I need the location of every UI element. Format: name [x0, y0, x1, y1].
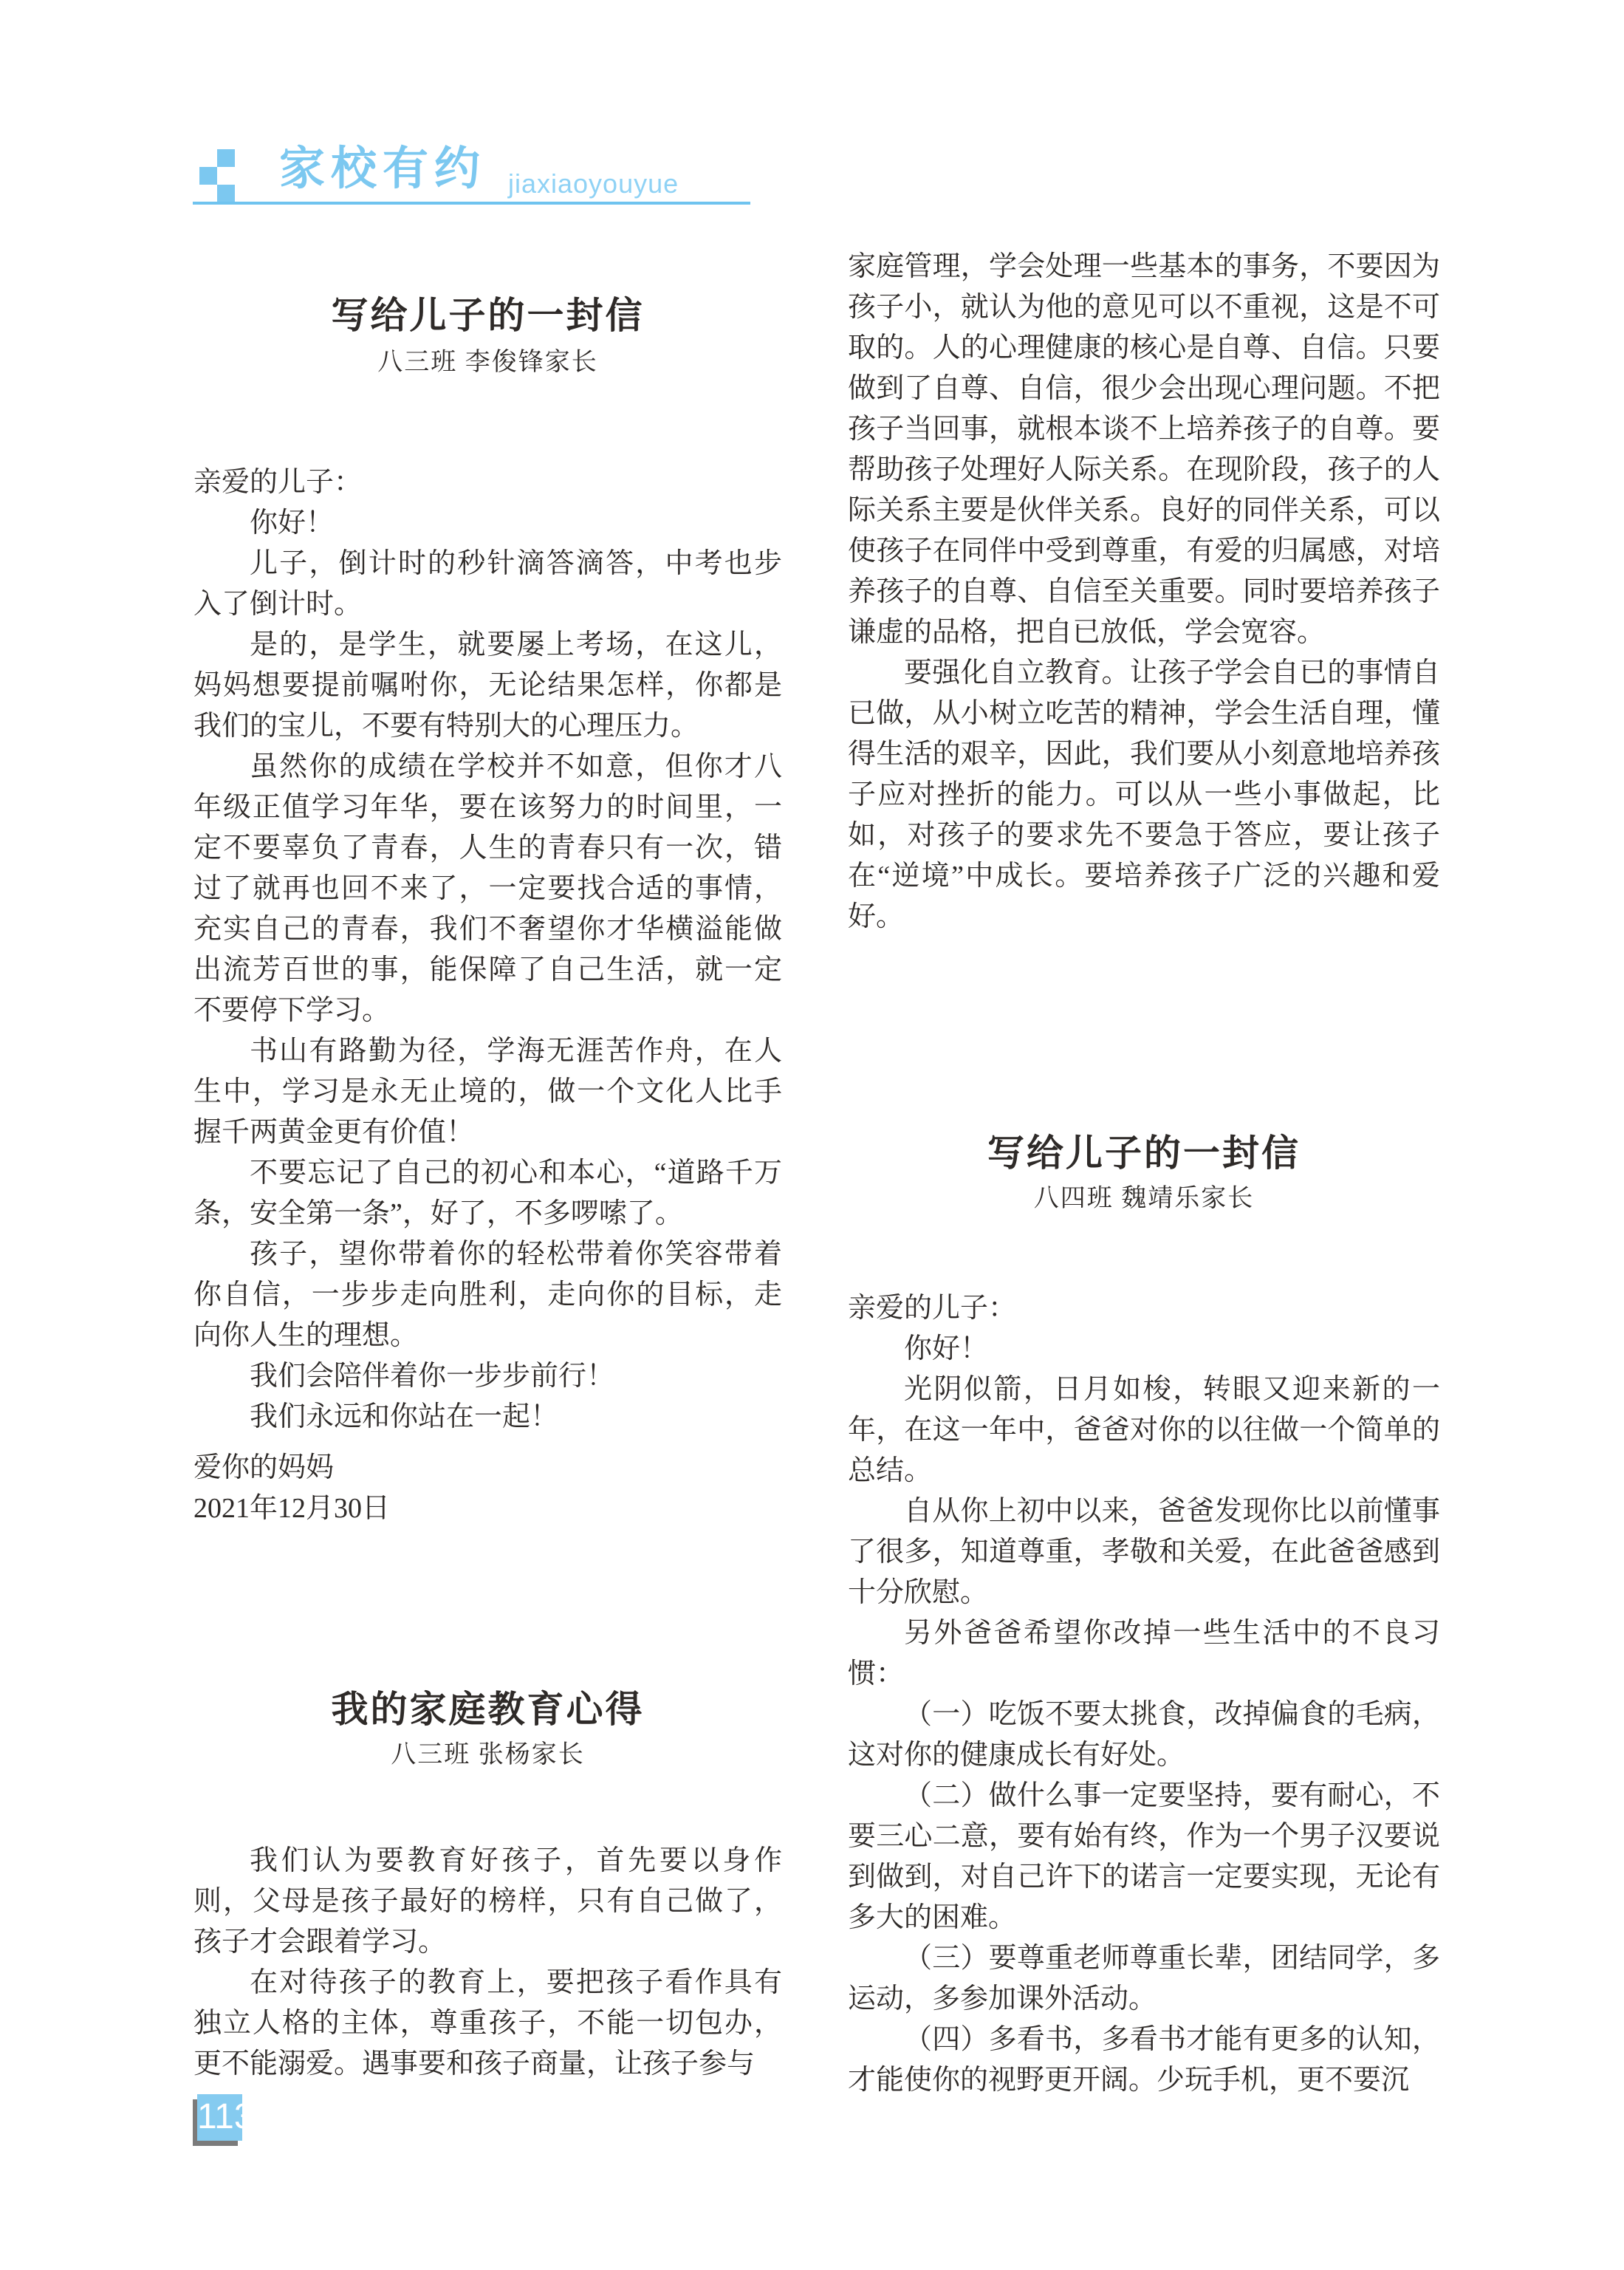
section-logo-pinyin: jiaxiaoyouyue [508, 168, 679, 199]
article1-paragraphs [193, 462, 782, 1437]
continuation-body [848, 247, 1440, 937]
paragraph: 不要忘记了自己的初心和本心，“道路千万条，安全第一条”，好了，不多啰嗦了。 [193, 1158, 782, 1229]
paragraph: （三）要尊重老师尊重长辈，团结同学，多运动，多参加课外活动。 [848, 1943, 1440, 2014]
paragraph: 虽然你的成绩在学校并不如意，但你才八年级正值学习年华，要在该努力的时间里，一定不要辜负了青春，人生的青春只有一次，错过了就再也回不来了，一定要找合适的事情，充实自己的青春，我们不奢望你才华横溢能做出流芳百世的事，能保障了自己生活，就一定不要停下学习。 [193, 751, 782, 1026]
article3-byline: 八四班 魏靖乐家长 [1033, 1185, 1255, 1212]
paragraph: 在对待孩子的教育上，要把孩子看作具有独立人格的主体，尊重孩子，不能一切包办，更不能溺爱。遇事要和孩子商量，让孩子参与 [193, 1967, 782, 2079]
paragraph: 自从你上初中以来，爸爸发现你比以前懂事了很多，知道尊重，孝敬和关爱，在此爸爸感到十分欣慰。 [848, 1496, 1440, 1608]
paragraph: 光阴似箭，日月如梭，转眼又迎来新的一年，在这一年中，爸爸对你的以往做一个简单的总结。 [848, 1374, 1440, 1486]
article3-body [848, 1288, 1440, 2101]
article1-body [193, 462, 782, 1529]
signoff-date: 2021年12月30日 [193, 1493, 391, 1524]
paragraph: 是的，是学生，就要屡上考场，在这儿，妈妈想要提前嘱咐你，无论结果怎样，你都是我们的宝儿，不要有特别大的心理压力。 [193, 629, 782, 742]
paragraph: 孩子，望你带着你的轻松带着你笑容带着你自信，一步步走向胜利，走向你的目标，走向你人生的理想。 [193, 1239, 782, 1351]
logo-checker-square-icon [217, 149, 235, 167]
logo-checker-square-icon [217, 185, 235, 202]
signoff-name: 爱你的妈妈 [193, 1452, 335, 1483]
article1-signoff [193, 1448, 782, 1529]
continuation-paragraphs [848, 247, 1440, 937]
paragraph: 家庭管理，学会处理一些基本的事务，不要因为孩子小，就认为他的意见可以不重视，这是不可取的。人的心理健康的核心是自尊、自信。只要做到了自尊、自信，很少会出现心理问题。不把孩子当回事，就根本谈不上培养孩子的自尊。要帮助孩子处理好人际关系。在现阶段，孩子的人际关系主要是伙伴关系。良好的同伴关系，可以使孩子在同伴中受到尊重，有爱的归属感，对培养孩子的自尊、自信至关重要。同时要培养孩子谦虚的品格，把自已放低，学会宽容。 [848, 251, 1440, 648]
article2-body [193, 1841, 782, 2085]
paragraph: 亲爱的儿子： [193, 467, 363, 498]
article2-byline: 八三班 张杨家长 [391, 1741, 585, 1768]
paragraph: （二）做什么事一定要坚持，要有耐心，不要三心二意，要有始有终，作为一个男子汉要说到做到，对自己许下的诺言一定要实现，无论有多大的困难。 [848, 1780, 1440, 1933]
paragraph: （一）吃饭不要太挑食，改掉偏食的毛病，这对你的健康成长有好处。 [848, 1699, 1440, 1771]
page-number-badge: 113 [197, 2094, 242, 2141]
article1-title: 写给儿子的一封信 [331, 295, 645, 336]
paragraph: 亲爱的儿子： [848, 1293, 1017, 1324]
article2-paragraphs [193, 1841, 782, 2085]
paragraph: 另外爸爸希望你改掉一些生活中的不良习惯： [848, 1618, 1440, 1689]
paragraph: 你好！ [250, 507, 335, 539]
paragraph: 要强化自立教育。让孩子学会自已的事情自已做，从小树立吃苦的精神，学会生活自理，懂得生活的艰辛，因此，我们要从小刻意地培养孩子应对挫折的能力。可以从一些小事做起，比如，对孩子的要求先不要急于答应，要让孩子在“逆境”中成长。要培养孩子广泛的兴趣和爱好。 [848, 657, 1440, 932]
article1-byline: 八三班 李俊锋家长 [377, 349, 598, 376]
paragraph: 我们永远和你站在一起！ [250, 1401, 559, 1432]
paragraph: 书山有路勤为径，学海无涯苦作舟，在人生中，学习是永无止境的，做一个文化人比手握千两黄金更有价值！ [193, 1036, 782, 1148]
article3-paragraphs [848, 1288, 1440, 2101]
article2-title: 我的家庭教育心得 [331, 1689, 645, 1730]
paragraph: 你好！ [904, 1333, 989, 1364]
article3-title: 写给儿子的一封信 [987, 1132, 1301, 1174]
header-underline [193, 202, 750, 205]
logo-checker-square-icon [199, 167, 217, 185]
paragraph: （四）多看书，多看书才能有更多的认知，才能使你的视野更开阔。少玩手机，更不要沉 [848, 2024, 1440, 2096]
section-logo-title: 家校有约 [279, 143, 487, 194]
paragraph: 我们会陪伴着你一步步前行！ [250, 1361, 615, 1392]
paragraph: 儿子，倒计时的秒针滴答滴答，中考也步入了倒计时。 [193, 548, 782, 620]
paragraph: 我们认为要教育好孩子，首先要以身作则，父母是孩子最好的榜样，只有自己做了，孩子才会跟着学习。 [193, 1845, 782, 1958]
